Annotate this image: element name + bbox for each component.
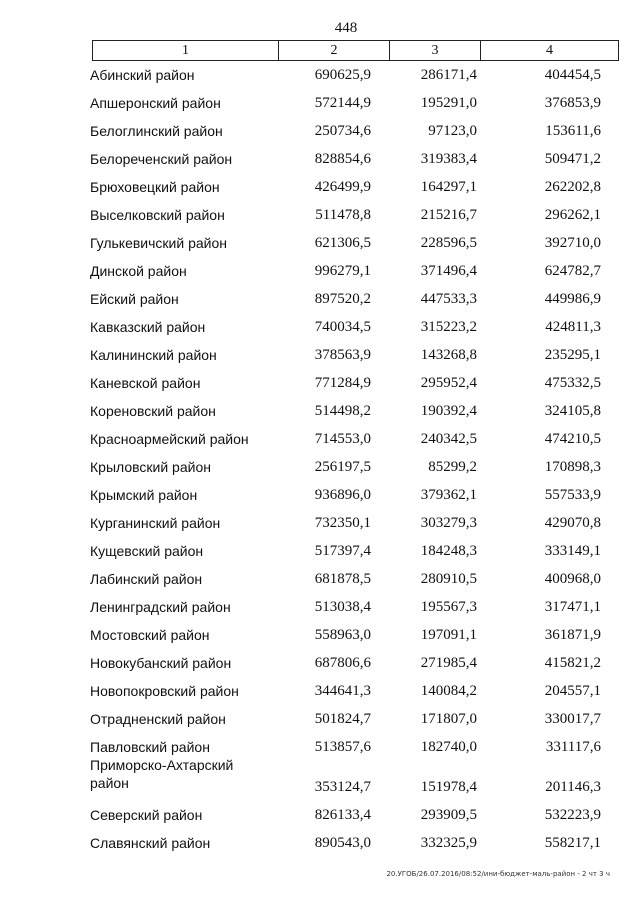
table-row [0,486,640,512]
table-row [0,654,640,680]
value-col-3: 171807,0 [420,711,477,727]
district-name: Брюховецкий район [90,179,220,195]
value-col-2: 714553,0 [314,431,371,447]
value-col-2: 513038,4 [314,599,371,615]
district-name: Апшеронский район [90,95,221,111]
value-col-4: 361871,9 [544,627,601,643]
value-col-3: 195567,3 [420,599,477,615]
value-col-2: 826133,4 [314,807,371,823]
value-col-4: 474210,5 [544,431,601,447]
value-col-2: 771284,9 [314,375,371,391]
value-col-3: 140084,2 [420,683,477,699]
value-col-3: 315223,2 [420,319,477,335]
value-col-3: 280910,5 [420,571,477,587]
value-col-4: 296262,1 [544,207,601,223]
value-col-4: 449986,9 [544,291,601,307]
table-row [0,710,640,736]
value-col-4: 392710,0 [544,235,601,251]
value-col-4: 475332,5 [544,375,601,391]
value-col-2: 890543,0 [314,835,371,851]
table-row [0,374,640,400]
value-col-4: 235295,1 [544,347,601,363]
value-col-3: 271985,4 [420,655,477,671]
district-name: Красноармейский район [90,431,249,447]
table-row [0,806,640,832]
value-col-4: 532223,9 [544,807,601,823]
value-col-2: 690625,9 [314,67,371,83]
value-col-4: 204557,1 [544,683,601,699]
value-col-4: 424811,3 [545,319,601,335]
value-col-3: 295952,4 [420,375,477,391]
value-col-4: 624782,7 [544,263,601,279]
table-row [0,514,640,540]
value-col-3: 447533,3 [420,291,477,307]
district-name: Крыловский район [90,459,211,475]
table-row [0,430,640,456]
value-col-2: 250734,6 [314,123,371,139]
value-col-4: 415821,2 [544,655,601,671]
value-col-3: 182740,0 [420,739,477,755]
value-col-2: 511478,8 [315,207,371,223]
value-col-3: 379362,1 [420,487,477,503]
value-col-2: 517397,4 [314,543,371,559]
value-col-3: 195291,0 [420,95,477,111]
value-col-3: 371496,4 [420,263,477,279]
value-col-3: 197091,1 [420,627,477,643]
value-col-2: 828854,6 [314,151,371,167]
district-name: Ленинградский район [90,599,231,615]
column-header-4: 4 [546,43,553,58]
footer-filepath: 20.УГОБ/26.07.2016/08:52/ини-бюджет-маль-район - 2 чт 3 ч [386,870,610,878]
page-number: 448 [334,20,358,36]
district-name: Динской район [90,263,187,279]
table-row [0,598,640,624]
value-col-4: 153611,6 [545,123,601,139]
district-name: Каневской район [90,375,201,391]
table-row [0,150,640,176]
value-col-4: 331117,6 [545,739,601,755]
district-name: Курганинский район [90,515,221,531]
value-col-3: 85299,2 [428,459,477,475]
value-col-3: 164297,1 [420,179,477,195]
table-row [0,458,640,484]
value-col-4: 429070,8 [544,515,601,531]
column-header-1: 1 [182,43,189,58]
district-name: Славянский район [90,835,211,851]
column-header-row [92,40,619,61]
table-row [0,834,640,860]
table-row [0,318,640,344]
column-header-2: 2 [330,43,338,58]
value-col-3: 97123,0 [428,123,477,139]
value-col-2: 621306,5 [314,235,371,251]
value-col-3: 303279,3 [420,515,477,531]
value-col-2: 514498,2 [314,403,371,419]
value-col-2: 996279,1 [314,263,371,279]
value-col-4: 400968,0 [544,571,601,587]
table-row [0,756,640,800]
value-col-2: 740034,5 [314,319,371,335]
district-name: Выселковский район [90,207,225,223]
table-row [0,94,640,120]
value-col-2: 353124,7 [314,779,371,795]
table-row [0,178,640,204]
value-col-4: 324105,8 [544,403,601,419]
value-col-4: 201146,3 [545,779,601,795]
value-col-3: 143268,8 [420,347,477,363]
district-name: Кореновский район [90,403,216,419]
value-col-3: 151978,4 [420,779,477,795]
district-name: Ейский район [90,291,179,307]
value-col-3: 228596,5 [420,235,477,251]
value-col-2: 513857,6 [314,739,371,755]
column-header-3: 3 [431,43,439,58]
value-col-4: 317471,1 [544,599,601,615]
table-row [0,66,640,92]
table-row [0,290,640,316]
value-col-3: 286171,4 [420,67,477,83]
value-col-3: 293909,5 [420,807,477,823]
value-col-4: 262202,8 [544,179,601,195]
table-row [0,234,640,260]
district-name: Белореченский район [90,151,233,167]
district-name: Северский район [90,807,203,823]
value-col-4: 509471,2 [544,151,601,167]
value-col-4: 404454,5 [544,67,601,83]
value-col-3: 332325,9 [420,835,477,851]
table-row [0,206,640,232]
value-col-3: 240342,5 [420,431,477,447]
value-col-4: 333149,1 [544,543,601,559]
value-col-2: 681878,5 [314,571,371,587]
value-col-3: 184248,3 [420,543,477,559]
value-col-4: 557533,9 [544,487,601,503]
value-col-2: 936896,0 [314,487,371,503]
value-col-2: 572144,9 [314,95,371,111]
value-col-4: 376853,9 [544,95,601,111]
value-col-3: 190392,4 [420,403,477,419]
value-col-2: 501824,7 [314,711,371,727]
table-row [0,542,640,568]
value-col-2: 378563,9 [314,347,371,363]
value-col-2: 426499,9 [314,179,371,195]
value-col-2: 256197,5 [314,459,371,475]
table-row [0,346,640,372]
district-name: Новокубанский район [90,655,232,671]
district-name: Абинский район [90,67,195,83]
district-name: Гулькевичский район [90,235,227,251]
district-name: Кавказский район [90,319,206,335]
district-name: Приморско-Ахтарский район [90,757,234,791]
table-row [0,402,640,428]
value-col-4: 330017,7 [544,711,601,727]
value-col-2: 732350,1 [314,515,371,531]
value-col-2: 687806,6 [314,655,371,671]
table-row [0,570,640,596]
table-row [0,122,640,148]
district-name: Отрадненский район [90,711,226,727]
district-name: Калининский район [90,347,217,363]
district-name: Кущевский район [90,543,204,559]
value-col-3: 319383,4 [420,151,477,167]
district-name: Павловский район [90,739,210,755]
value-col-4: 170898,3 [544,459,601,475]
district-name: Крымский район [90,487,198,503]
table-row [0,626,640,652]
value-col-4: 558217,1 [544,835,601,851]
district-name: Лабинский район [90,571,203,587]
value-col-2: 897520,2 [314,291,371,307]
table-row [0,262,640,288]
district-name: Мостовский район [90,627,210,643]
value-col-2: 344641,3 [314,683,371,699]
district-name: Белоглинский район [90,123,223,139]
district-name: Новопокровский район [90,683,239,699]
value-col-2: 558963,0 [314,627,371,643]
value-col-3: 215216,7 [420,207,477,223]
table-row [0,682,640,708]
